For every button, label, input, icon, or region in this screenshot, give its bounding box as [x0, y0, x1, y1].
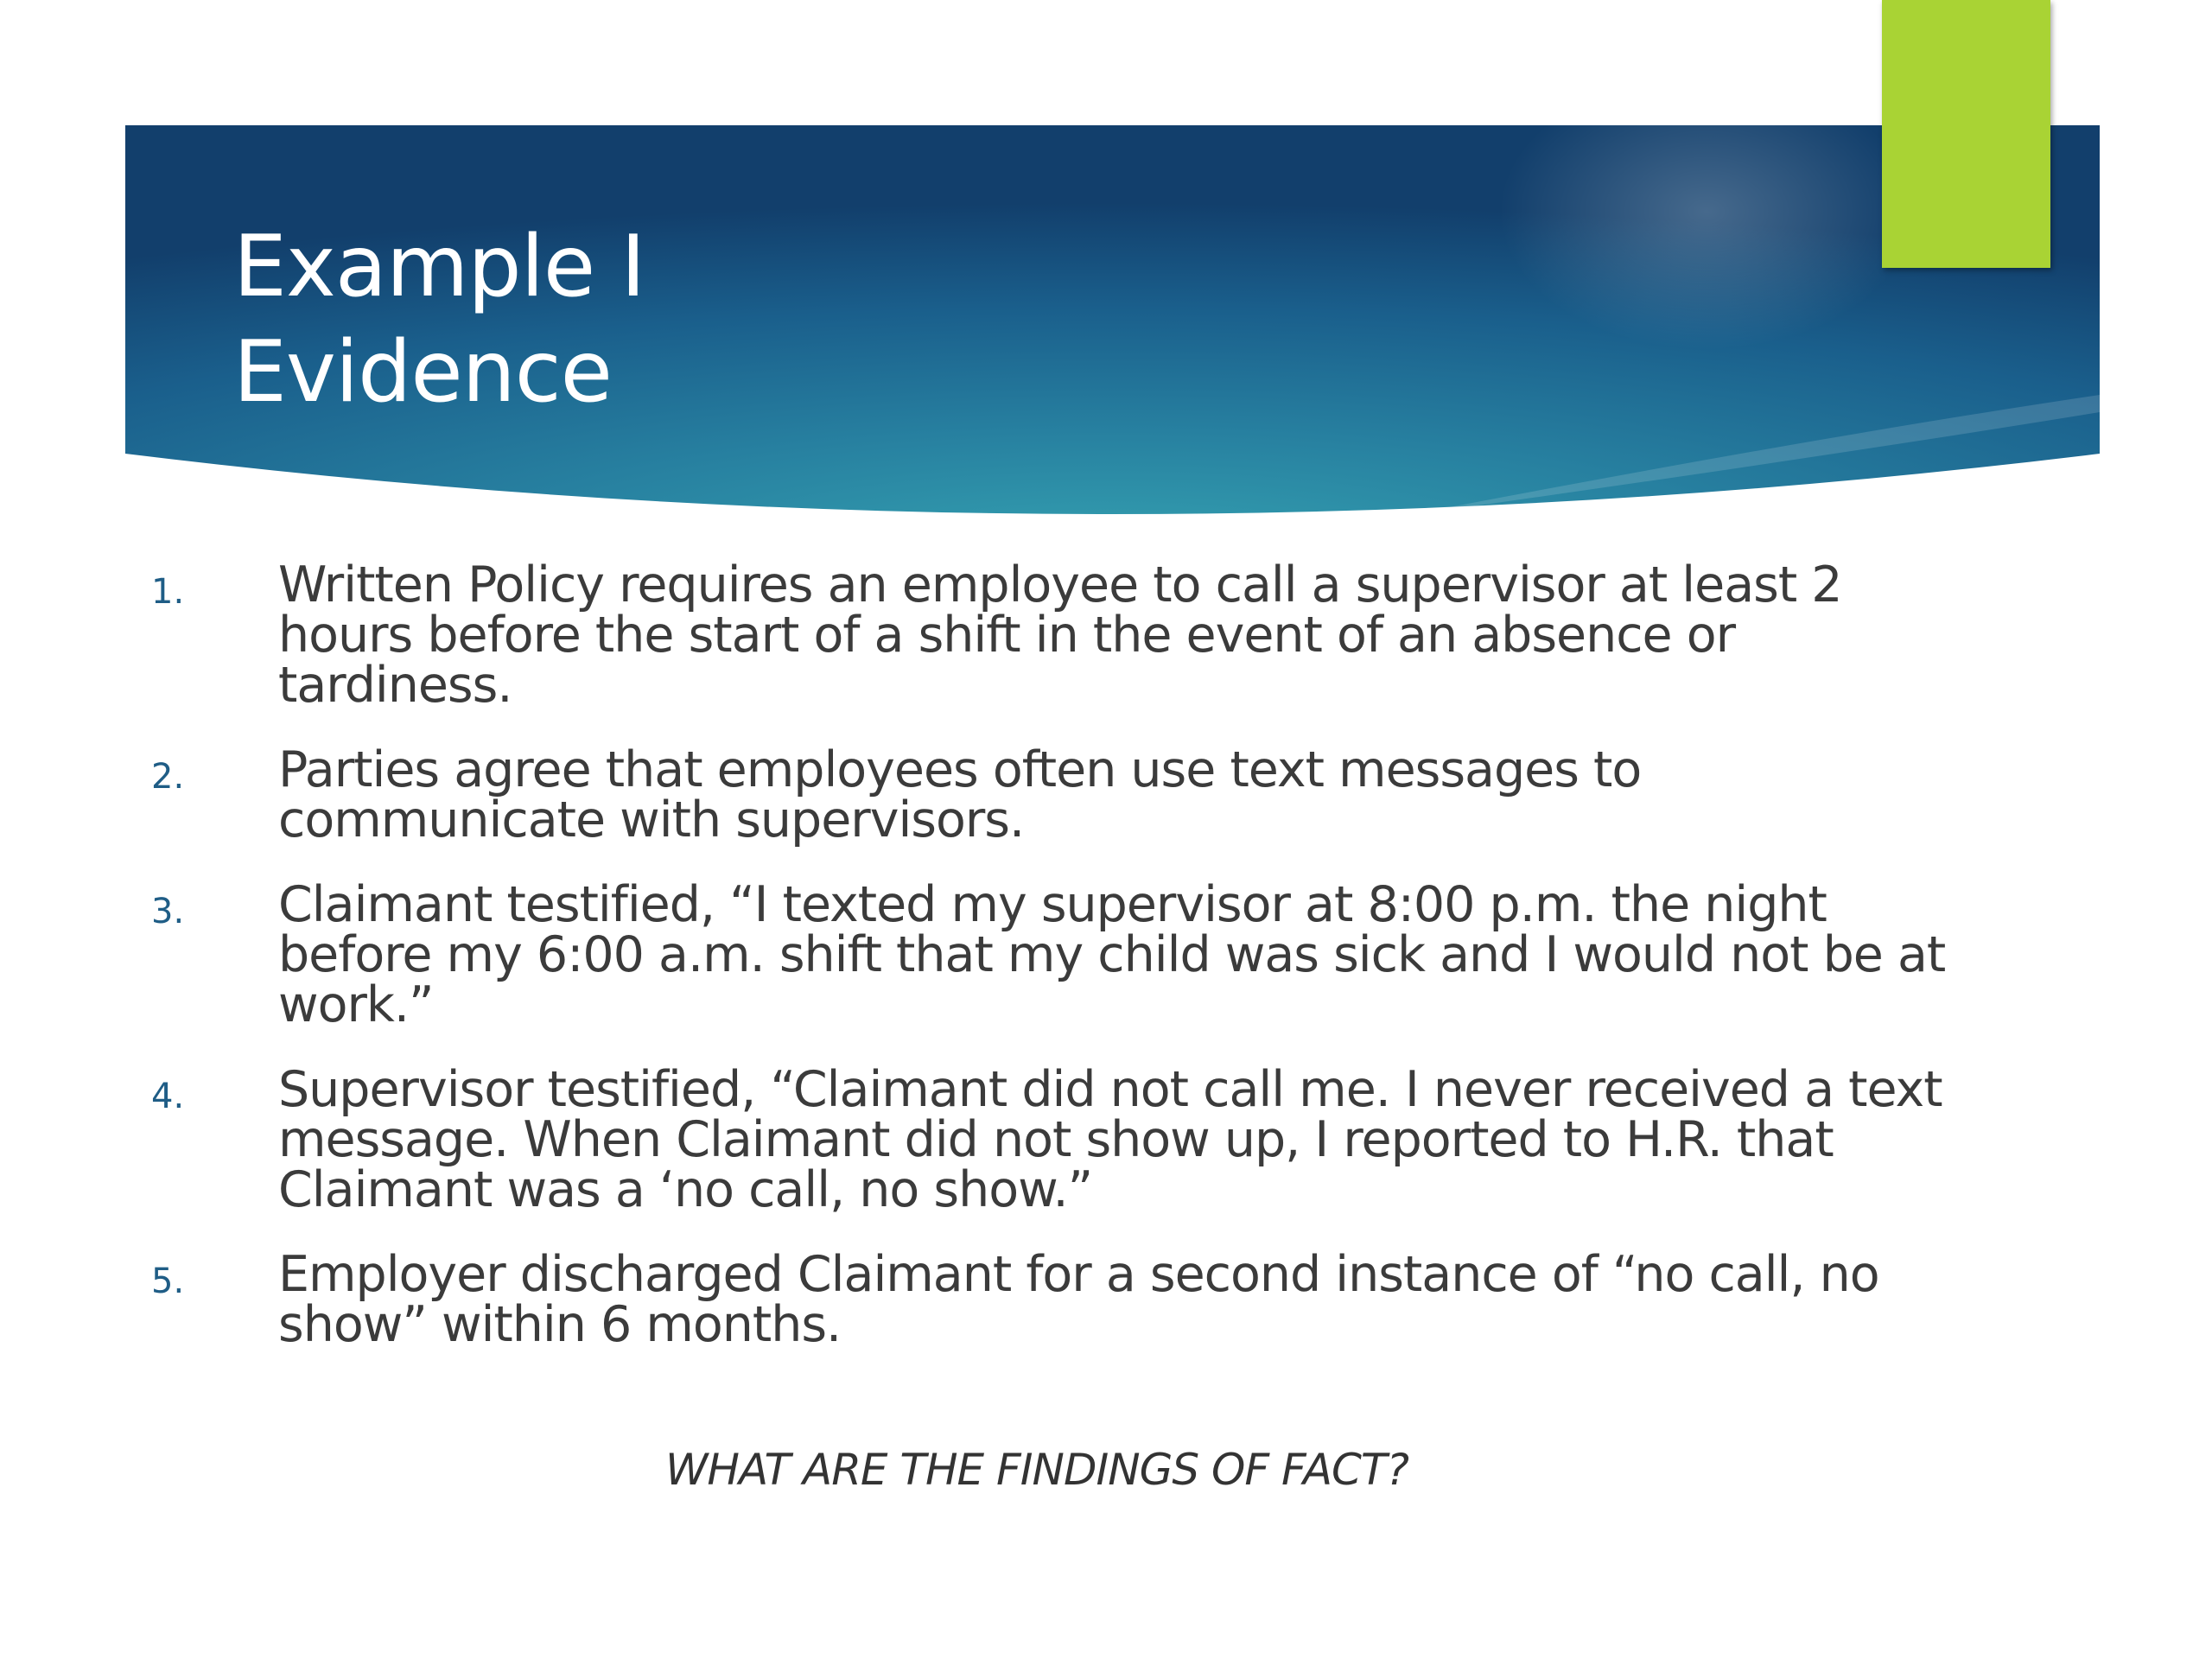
accent-tab — [1882, 0, 2050, 268]
list-item — [151, 556, 1948, 714]
closing-question: WHAT ARE THE FINDINGS OF FACT? — [664, 1445, 1409, 1495]
item-text: Supervisor testified, “Claimant did not call me. I never received a text message. When Claimant did not show up, I reported to H.R. that Claimant was a ‘no call, no show.” — [278, 1061, 1942, 1218]
list-item — [151, 1246, 1948, 1353]
title-line-2: Evidence — [233, 323, 612, 422]
item-number: 2. — [151, 757, 185, 797]
item-number: 4. — [151, 1077, 185, 1116]
item-text: Written Policy requires an employee to call a supervisor at least 2 hours before the start of a shift in the event of an absence or tardiness. — [278, 556, 1842, 714]
item-number: 3. — [151, 892, 185, 931]
title-line-1: Example I — [233, 218, 645, 316]
item-text: Employer discharged Claimant for a second instance of “no call, no show” within 6 months. — [278, 1246, 1879, 1353]
list-item — [151, 1061, 1948, 1218]
item-text: Parties agree that employees often use text messages to communicate with supervisors. — [278, 741, 1642, 849]
item-text: Claimant testified, “I texted my supervisor at 8:00 p.m. the night before my 6:00 a.m. shift that my child was sick and I would not be at work.” — [278, 876, 1946, 1033]
evidence-list — [151, 556, 1948, 1384]
list-item — [151, 741, 1948, 849]
item-number: 1. — [151, 572, 185, 612]
slide-title — [233, 214, 645, 425]
list-item — [151, 876, 1948, 1033]
item-number: 5. — [151, 1262, 185, 1301]
